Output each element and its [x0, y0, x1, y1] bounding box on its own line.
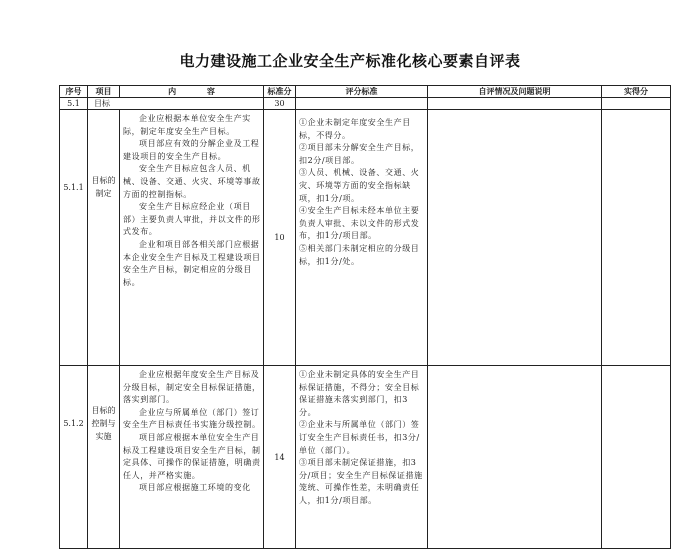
goal-score: 30 [264, 98, 296, 110]
self-evaluation-table [59, 85, 671, 549]
criteria-item: ③人员、机械、设备、交通、火灾、环境等方面的安全指标缺项，扣1分/项。 [299, 168, 420, 203]
content-paragraph: 企业和项目部各相关部门应根据本企业安全生产目标及工程建设项目安全生产目标，制定相应的分级目标。 [123, 239, 261, 287]
header-no: 序号 [60, 86, 88, 98]
table-header-row [60, 86, 671, 98]
row-self-eval-cell[interactable] [428, 110, 602, 366]
page-title: 电力建设施工企业安全生产标准化核心要素自评表 [179, 52, 521, 70]
criteria-item: ②项目部未分解安全生产目标，扣2分/项目部。 [299, 143, 420, 165]
row-content [120, 366, 264, 549]
row-self-eval-cell[interactable] [428, 366, 602, 549]
table-row [60, 366, 671, 549]
criteria-item: ②企业未与所属单位（部门）签订安全生产目标责任书，扣3分/单位（部门）。 [299, 420, 420, 455]
content-paragraph: 企业应根据年度安全生产目标及分级目标，制定安全目标保证措施，落实到部门。 [123, 370, 261, 405]
goal-self-eval-cell[interactable] [428, 98, 602, 110]
criteria-item: ①企业未制定年度安全生产目标，不得分。 [299, 118, 411, 140]
header-std-score: 标准分 [264, 86, 296, 98]
goal-no: 5.1 [60, 98, 88, 110]
content-paragraph: 安全生产目标应包含人员、机械、设备、交通、火灾、环境等事故方面的控制指标。 [123, 164, 261, 199]
criteria-item: ④安全生产目标未经本单位主要负责人审批、未以文件的形式发布，扣1分/项目部。 [299, 206, 420, 241]
row-actual-cell[interactable] [602, 366, 671, 549]
row-criteria [296, 110, 428, 366]
header-content: 内 容 [120, 86, 264, 98]
content-paragraph: 安全生产目标应经企业（项目部）主要负责人审批，并以文件的形式发布。 [123, 202, 261, 237]
row-item: 目标的制定 [88, 110, 120, 366]
content-paragraph: 企业应根据本单位安全生产实际，制定年度安全生产目标。 [123, 114, 251, 136]
header-item: 项目 [88, 86, 120, 98]
goal-item: 目标 [88, 98, 264, 110]
row-score: 14 [264, 366, 296, 549]
criteria-item: ⑤相关部门未制定相应的分级目标，扣1分/处。 [299, 243, 420, 266]
criteria-item: ①企业未制定具体的安全生产目标保证措施，不得分；安全目标保证措施未落实到部门，扣3分。 [299, 370, 420, 417]
goal-actual-cell[interactable] [602, 98, 671, 110]
header-criteria: 评分标准 [296, 86, 428, 98]
goal-criteria-cell [296, 98, 428, 110]
row-item: 目标的控制与实施 [88, 366, 120, 549]
row-content [120, 110, 264, 366]
goal-row [60, 98, 671, 110]
criteria-item: ③项目部未制定保证措施，扣3分/项目；安全生产目标保证措施笼统、可操作性差，未明确责任人，扣1分/项目部。 [299, 458, 423, 505]
row-score: 10 [264, 110, 296, 366]
row-no: 5.1.2 [60, 366, 88, 549]
row-criteria [296, 366, 428, 549]
header-actual: 实得分 [602, 86, 671, 98]
content-paragraph: 项目部应根据本单位安全生产目标及工程建设项目安全生产目标，制定具体、可操作的保证措施，明确责任人，并严格实施。 [123, 432, 261, 480]
row-no: 5.1.1 [60, 110, 88, 366]
content-paragraph: 项目部应有效的分解企业及工程建设项目的安全生产目标。 [123, 139, 260, 161]
content-paragraph: 项目部应根据施工环境的变化 [139, 483, 251, 493]
header-self-eval: 自评情况及问题说明 [428, 86, 602, 98]
row-actual-cell[interactable] [602, 110, 671, 366]
table-row [60, 110, 671, 366]
content-paragraph: 企业应与所属单位（部门）签订安全生产目标责任书实施分级控制。 [123, 407, 261, 430]
